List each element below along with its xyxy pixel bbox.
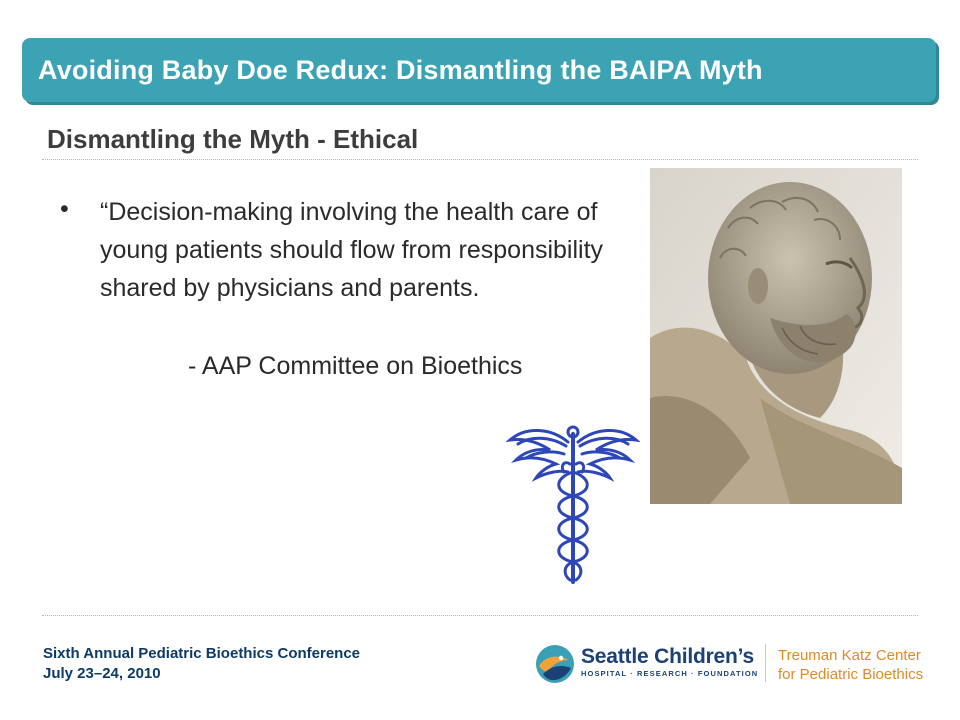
title-bar (22, 38, 936, 102)
center-name-line1: Treuman Katz Center (778, 647, 921, 664)
caduceus-icon (506, 420, 640, 590)
slide-subtitle: Dismantling the Myth - Ethical (47, 124, 419, 154)
org-name: Seattle Children’s (581, 645, 755, 668)
quote-text: “Decision-making involving the health care of young patients should flow from responsibility shared by physicians and parents. (100, 198, 604, 302)
seattle-childrens-logo-icon (535, 644, 575, 684)
quote-attribution: - AAP Committee on Bioethics (188, 352, 523, 380)
conference-info (43, 644, 360, 684)
org-tagline: HOSPITAL · RESEARCH · FOUNDATION (581, 669, 759, 678)
top-divider (42, 159, 918, 160)
bioethics-center (778, 646, 923, 684)
slide-title: Avoiding Baby Doe Redux: Dismantling the BAIPA Myth (38, 54, 763, 85)
bullet-icon: • (60, 195, 69, 223)
conference-name: Sixth Annual Pediatric Bioethics Conference (43, 645, 361, 662)
footer-vertical-divider (765, 644, 766, 682)
conference-dates: July 23–24, 2010 (43, 665, 161, 682)
hippocrates-bust-image (650, 168, 902, 504)
org-block (581, 645, 758, 679)
bottom-divider (42, 615, 918, 616)
center-name-line2: for Pediatric Bioethics (778, 666, 924, 683)
